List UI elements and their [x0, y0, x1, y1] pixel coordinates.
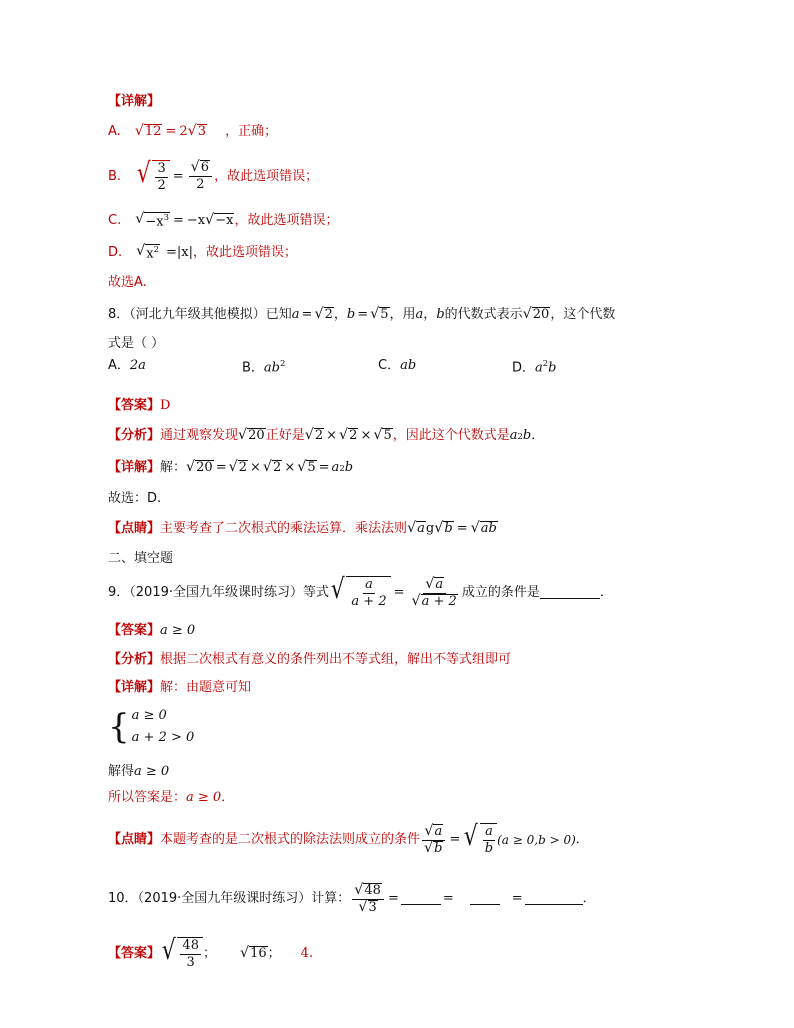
inequality-2: a + 2 > 0 [131, 730, 195, 745]
option-c-label: C． [378, 358, 401, 373]
q9-answer [108, 621, 195, 641]
sqrt-neg-x-value: −x [215, 213, 234, 229]
answer-4: 4. [300, 946, 314, 961]
detail-conclusion [108, 273, 147, 293]
conclusion-text: 故选A. [108, 275, 147, 290]
condition: (a ≥ 0,b > 0) [497, 833, 576, 847]
comment-tag: 【点睛】 [108, 521, 161, 536]
comment-end: ． [575, 832, 589, 847]
option-c [378, 356, 416, 376]
option-b [242, 353, 285, 378]
sqrt-neg-x: √ −x [205, 212, 234, 229]
section-title-text: 二、填空题 [108, 551, 174, 566]
sqrt-a-value: a [417, 521, 425, 537]
answer-blank-3[interactable] [525, 894, 583, 905]
analysis-text-1: 通过观察发现 [160, 428, 239, 443]
sqrt-2-value: 2 [324, 307, 333, 323]
abs-x: |x| [176, 245, 193, 260]
answer-tag: 【答案】 [108, 398, 161, 413]
q8-comment: 【点睛】 主要考查了二次根式的乘法运算．乘法法则 √ a g √ b = √ ab [108, 519, 498, 539]
answer-value: D [160, 398, 171, 413]
option-d-label: D． [512, 360, 536, 376]
option-d [512, 353, 556, 378]
times: × [250, 460, 261, 475]
q8-choose [108, 489, 161, 509]
res-b: b [344, 460, 354, 475]
q9-inequality-system: { a ≥ 0 a + 2 > 0 [108, 707, 195, 747]
analysis-text: 根据二次根式有意义的条件列出不等式组，解出不等式组即可 [160, 652, 512, 667]
option-d-label: D. [108, 245, 123, 260]
option-b-exp: 2 [280, 358, 286, 369]
inequality-1: a ≥ 0 [131, 708, 167, 723]
q9-analysis [108, 650, 511, 670]
question-9-stem: 9．（2019·全国九年级课时练习）等式 √ $\frac{a}{a + 2}$ = √ a √ a + 2 成立的条件是 ． [108, 574, 613, 609]
q8-stem-part4: ，这个代数 [550, 307, 616, 322]
analysis-end: ． [531, 428, 545, 443]
frac-den: 2 [157, 177, 166, 193]
sqrt-neg-x3: √ $-x^3$ [135, 210, 169, 230]
var-a: a [291, 307, 300, 322]
eq: = [165, 124, 177, 139]
detail-option-a [108, 122, 277, 142]
eq: = [393, 585, 405, 600]
analysis-tag: 【分析】 [108, 428, 161, 443]
q9-comment: 【点睛】 本题考查的是二次根式的除法法则成立的条件 √ a √ b = √ $\frac{a}{b}$ (a ≥ 0,b > 0) ． [108, 821, 589, 856]
comment-text: 本题考查的是二次根式的除法法则成立的条件 [160, 832, 421, 847]
eq: = [172, 168, 184, 184]
q9-stem-part1: 9．（2019·全国九年级课时练习）等式 [108, 585, 329, 600]
sqrt-a2-value: a + 2 [421, 593, 457, 609]
answer-blank-1[interactable] [401, 894, 441, 905]
sqrt-x2: √ $x^2$ [136, 242, 159, 262]
comment-text: 主要考查了二次根式的乘法运算．乘法法则 [160, 521, 408, 536]
q9-stem-part2: 成立的条件是 [461, 585, 540, 600]
coef-neg-x: −x [186, 213, 206, 228]
solve-value: a ≥ 0 [134, 764, 170, 779]
detail-tag: 【详解】 [108, 680, 161, 695]
res-a: a [509, 428, 518, 443]
q9-final [108, 788, 234, 808]
option-c-label: C. [108, 213, 122, 228]
sqrt-20-value: 20 [248, 428, 265, 444]
option-b-comment: ，故此选项错误； [214, 168, 319, 184]
final-value: a ≥ 0 [186, 790, 222, 805]
section-title [108, 549, 173, 569]
sqrt-16-value: 16 [250, 946, 267, 962]
analysis-text-3: ，因此这个代数式是 [392, 428, 510, 443]
var-b: b [436, 307, 445, 322]
coef-2: 2 [179, 124, 188, 139]
x: x [146, 246, 154, 262]
sqrt-ab-value: ab [480, 521, 497, 537]
question-8-stem-line2 [108, 334, 164, 354]
option-b-value: ab [263, 360, 280, 376]
neg-x: −x [145, 214, 164, 230]
sep: ； [267, 946, 281, 961]
sqrt-12: √ 12 [134, 123, 162, 140]
dot-g: g [425, 521, 435, 536]
option-b-label: B． [242, 360, 264, 376]
analysis-tag: 【分析】 [108, 652, 161, 667]
answer-blank-2[interactable] [470, 894, 500, 905]
q10-stem-end: ． [582, 891, 596, 906]
choose-text: 故选：D. [108, 491, 162, 506]
final-end: ． [221, 790, 235, 805]
option-d-comment: ，故此选项错误； [193, 245, 298, 260]
detail-option-b [108, 160, 318, 193]
answer-tag: 【答案】 [108, 946, 161, 961]
sqrt-5-value: 5 [380, 307, 389, 323]
answer-blank[interactable] [540, 588, 600, 599]
sqrt-2-value: 2 [349, 428, 358, 444]
option-a-label: A． [108, 358, 130, 373]
sqrt-a-value: a [434, 823, 443, 839]
option-b-label: B. [108, 168, 122, 184]
option-d-exp: 2 [542, 358, 549, 369]
comment-tag: 【点睛】 [108, 832, 161, 847]
sqrt-3: √ 3 [187, 123, 207, 140]
frac-sqrt6-2: √ 6 2 [189, 160, 212, 193]
sqrt-b-value: b [444, 521, 453, 537]
var-b: b [346, 307, 356, 322]
q9-stem-end: ． [599, 585, 613, 600]
detail-option-c [108, 211, 338, 231]
option-a-value: 2a [129, 358, 146, 373]
sep: ； [202, 946, 216, 961]
frac-den: a + 2 [351, 594, 387, 609]
sqrt-12-value: 12 [144, 124, 162, 140]
times: × [326, 428, 338, 443]
sqrt-2-value: 2 [273, 460, 282, 476]
answer-tag: 【答案】 [108, 623, 161, 638]
sqrt-b-value: b [434, 840, 443, 856]
q10-stem-part1: 10．（2019·全国九年级课时练习）计算： [108, 891, 351, 906]
res-b: b [522, 428, 532, 443]
q8-analysis: 【分析】 通过观察发现 √ 20 正好是 √ 2 × √ 2 × √ 5 ，因此这个代数式是 a 2 b ． [108, 426, 544, 446]
eq: = [172, 213, 184, 228]
eq: = [215, 460, 227, 475]
detail-tag: 【详解】 [108, 460, 161, 475]
q9-detail [108, 678, 251, 698]
res-exp: 2 [517, 431, 523, 441]
eq: = [511, 891, 523, 906]
final-text: 所以答案是： [108, 790, 187, 805]
detail-tag: 【详解】 [108, 94, 161, 109]
q8-detail: 【详解】 解： √ 20 = √ 2 × √ 2 × √ 5 = a 2 b [108, 458, 353, 478]
frac-den: 3 [186, 955, 195, 970]
eq: = [301, 307, 313, 322]
q8-stem-part2: ，用 [389, 307, 416, 322]
sqrt-2-value: 2 [314, 428, 324, 444]
eq: = [357, 307, 369, 322]
sqrt-5-value: 5 [383, 428, 392, 444]
frac-num: 48 [182, 938, 199, 954]
detail-text: 解：由题意可知 [160, 680, 252, 695]
q8-stem-part3: 的代数式表示 [444, 307, 523, 322]
option-d-suffix: b [548, 360, 557, 376]
var-a: a [415, 307, 424, 322]
res-a: a [331, 460, 340, 475]
exp-3: 3 [163, 211, 169, 222]
sep: ， [333, 307, 347, 322]
answer-value: a ≥ 0 [160, 623, 196, 638]
question-10-stem: 10．（2019·全国九年级课时练习）计算： √ 48 √ 3 = = = ． [108, 881, 596, 915]
sqrt-3-value: 3 [368, 899, 377, 915]
question-8-stem: 8．（河北九年级其他模拟）已知 a = √ 2 ， b = √ 5 ，用 a ， b 的代数式表示 √ 20 ，这个代数 [108, 305, 615, 325]
q10-answer: 【答案】 √ $\frac{48}{3}$ ； √ 16 ； 4. [108, 935, 314, 970]
option-d-value: a [535, 360, 543, 376]
eq: = [166, 245, 177, 260]
detail-option-d [108, 243, 297, 263]
q8-stem-line2: 式是（ ） [108, 336, 165, 351]
res-exp: 2 [339, 463, 345, 473]
exp-2: 2 [153, 243, 159, 254]
sqrt-20-value: 20 [196, 460, 213, 476]
q8-answer [108, 396, 170, 416]
frac-den: b [484, 841, 494, 856]
frac-num: 3 [157, 161, 166, 176]
option-a [108, 356, 146, 376]
sqrt-48-value: 48 [364, 882, 381, 898]
detail-text: 解： [160, 460, 187, 475]
q8-stem-part1: 8．（河北九年级其他模拟）已知 [108, 307, 292, 322]
frac-den-2: 2 [196, 177, 205, 193]
sqrt-6-value: 6 [200, 160, 210, 176]
eq: = [456, 521, 468, 536]
sqrt-frac-3-2: √ $\frac{3}{2}$ [135, 160, 170, 193]
eq: = [387, 891, 399, 906]
frac-num: a [485, 824, 493, 840]
solve-text: 解得 [108, 764, 135, 779]
option-c-value: ab [400, 358, 417, 373]
sqrt-2-value: 2 [238, 460, 248, 476]
sqrt-3-value: 3 [197, 124, 207, 140]
eq: = [442, 891, 454, 906]
analysis-text-2: 正好是 [265, 428, 305, 443]
option-a-comment: ，正确； [225, 124, 278, 139]
frac-num: a [365, 577, 373, 593]
q9-solve [108, 762, 169, 782]
option-a-label: A. [108, 124, 121, 139]
option-c-comment: ，故此选项错误； [234, 213, 339, 228]
sep: ， [423, 307, 437, 322]
sqrt-5-value: 5 [307, 460, 316, 476]
sqrt-20-value: 20 [532, 307, 550, 323]
sqrt-a-value: a [435, 576, 444, 592]
detail-heading [108, 92, 160, 112]
eq: = [449, 832, 461, 847]
